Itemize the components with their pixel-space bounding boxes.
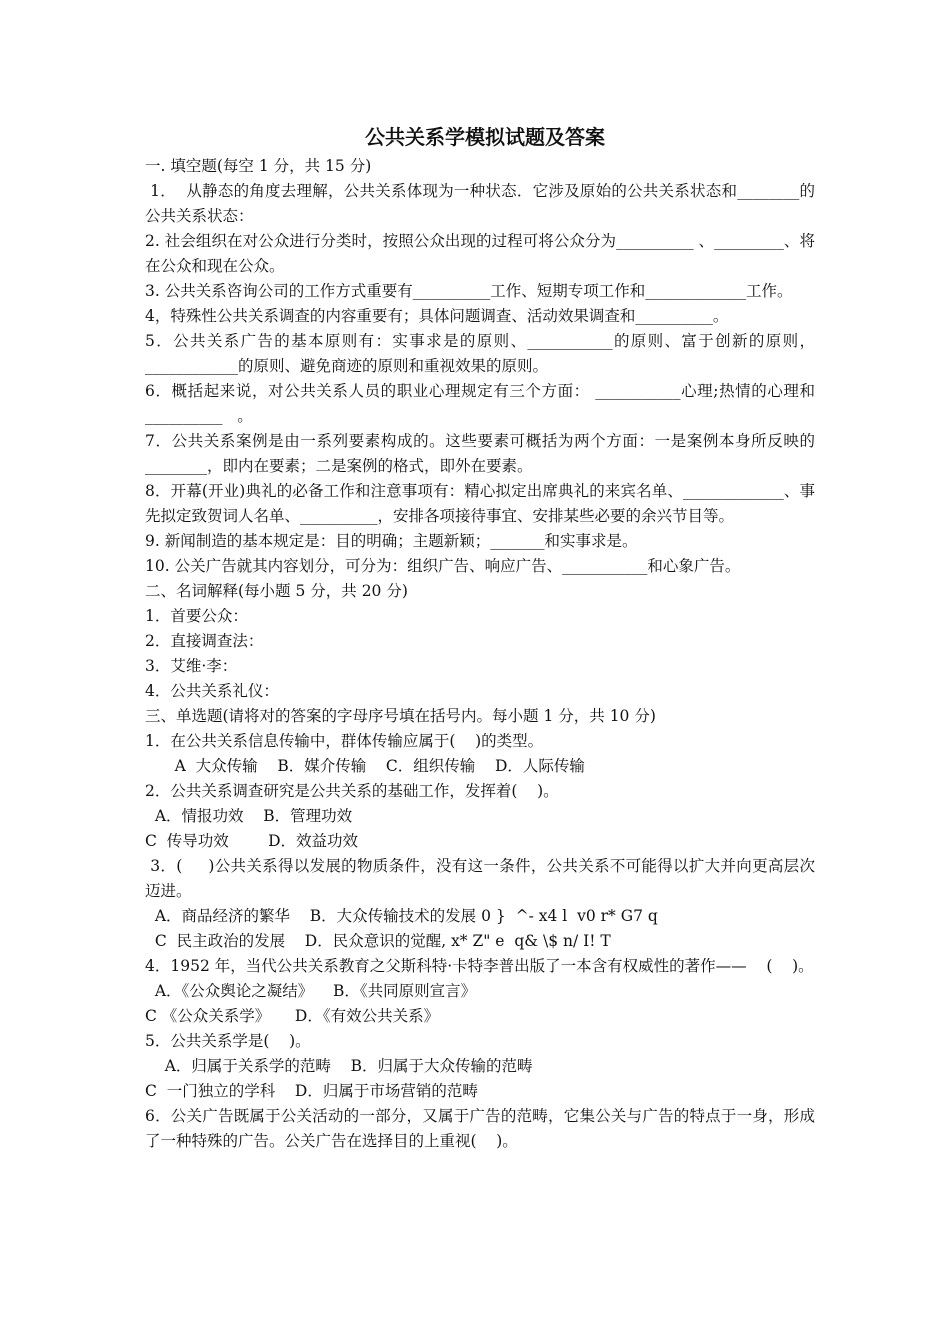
question-text: 1． 从静态的角度去理解，公共关系体现为一种状态．它涉及原始的公共关系状态和________的公共关系状态： <box>145 182 815 225</box>
answer-options: A．归属于关系学的范畴 B．归属于大众传输的范畴 <box>145 1057 533 1075</box>
answer-options: C 《公众关系学》 D．《有效公共关系》 <box>145 1007 440 1025</box>
answer-options: C 民主政治的发展 D．民众意识的觉醒, x* Z" e q& \$ n/ I! T <box>145 932 611 950</box>
question-text: 1．在公共关系信息传输中，群体传输应属于( )的类型。 <box>145 732 544 750</box>
answer-options: A．《公众舆论之凝结》 B．《共同原则宣言》 <box>145 982 477 1000</box>
section-heading-single-choice: 三、单选题(请将对的答案的字母序号填在括号内。每小题 1 分，共 10 分) <box>145 707 656 725</box>
question-text: 4．1952 年，当代公共关系教育之父斯科特·卡特李普出版了一本含有权威性的著作—— ( )。 <box>145 957 814 975</box>
question-text: 2．直接调查法： <box>145 632 264 650</box>
question-text: 5．公共关系广告的基本原则有：实事求是的原则、___________的原则、富于创新的原则，____________的原则、避免商迹的原则和重视效果的原则。 <box>145 332 815 375</box>
question-text: 6．概括起来说，对公共关系人员的职业心理规定有三个方面： ___________心理;热情的心理和 __________ 。 <box>145 382 820 425</box>
question-text: 6．公关广告既属于公关活动的一部分，又属于广告的范畴，它集公关与广告的特点于一身，形成了一种特殊的广告。公关广告在选择目的上重视( )。 <box>145 1107 815 1150</box>
answer-options: C 传导功效 D．效益功效 <box>145 832 359 850</box>
question-text: 9. 新闻制造的基本规定是：目的明确；主题新颖；_______和实事求是。 <box>145 532 638 550</box>
question-text: 3．( )公共关系得以发展的物质条件，没有这一条件，公共关系不可能得以扩大并向更高层次迈进。 <box>145 857 815 900</box>
question-text: 1．首要公众： <box>145 607 248 625</box>
question-text: 7．公共关系案例是由一系列要素构成的。这些要素可概括为两个方面：一是案例本身所反映的________，即内在要素；二是案例的格式，即外在要素。 <box>145 432 815 475</box>
answer-options: A．情报功效 B．管理功效 <box>145 807 353 825</box>
section-heading-terms: 二、名词解释(每小题 5 分，共 20 分) <box>145 582 408 600</box>
answer-options: A 大众传输 B．媒介传输 C．组织传输 D．人际传输 <box>145 757 585 775</box>
answer-options: A．商品经济的繁华 B．大众传输技术的发展 0 } ^- x4 l v0 r* G7 q <box>145 907 658 925</box>
document-page <box>145 120 820 1154</box>
question-text: 4，特殊性公共关系调查的内容重要有；具体问题调查、活动效果调查和__________。 <box>145 307 729 325</box>
question-text: 2. 社会组织在对公众进行分类时，按照公众出现的过程可将公众分为__________ 、_________、将在公众和现在公众。 <box>145 232 815 275</box>
question-text: 2．公共关系调查研究是公共关系的基础工作，发挥着( )。 <box>145 782 559 800</box>
question-text: 5．公共关系学是( )。 <box>145 1032 311 1050</box>
question-text: 8．开幕(开业)典礼的必备工作和注意事项有：精心拟定出席典礼的来宾名单、_____________、事先拟定致贺词人名单、__________，安排各项接待事宜、安排某些必要的余兴节目等。 <box>145 482 815 525</box>
section-heading-fill-blank: 一. 填空题(每空 1 分，共 15 分) <box>145 157 372 175</box>
question-text: 10. 公关广告就其内容划分，可分为：组织广告、响应广告、___________和心象广告。 <box>145 557 741 575</box>
answer-options: C 一门独立的学科 D．归属于市场营销的范畴 <box>145 1082 478 1100</box>
question-text: 4．公共关系礼仪： <box>145 682 279 700</box>
document-title: 公共关系学模拟试题及答案 <box>365 125 605 149</box>
question-text: 3．艾维·李： <box>145 657 238 675</box>
question-text: 3. 公共关系咨询公司的工作方式重要有__________工作、短期专项工作和_____________工作。 <box>145 282 793 300</box>
